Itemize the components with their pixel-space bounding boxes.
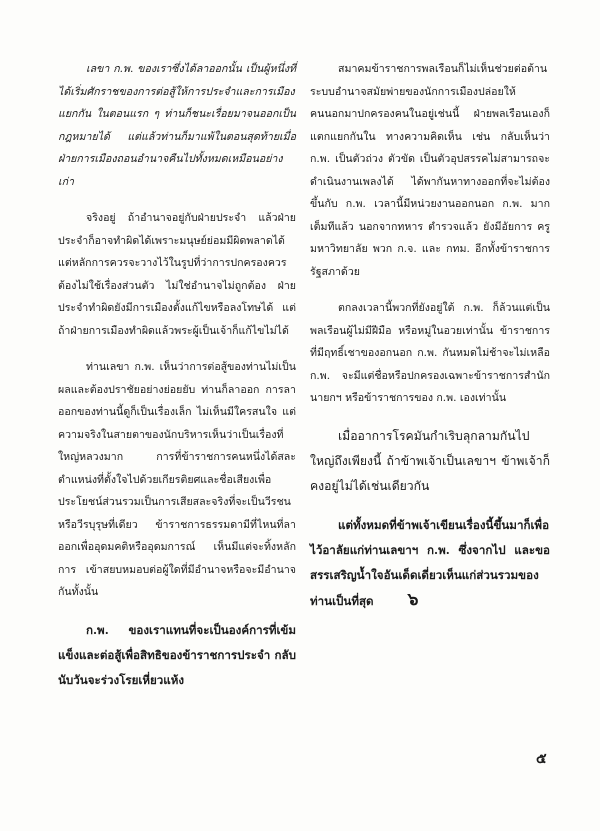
left-paragraph-4: ก.พ. ของเราแทนที่จะเป็นองค์การที่เข้มแข็งและต่อสู้เพื่อสิทธิของข้าราชการประจำ กลับนับวันจะร่วงโรยเหี่ยวแห้ง [58,622,296,687]
end-mark: ๖ [407,589,419,610]
left-column [58,58,296,707]
left-paragraph-3: ท่านเลขา ก.พ. เห็นว่าการต่อสู้ของท่านไม่เป็นผลและต้องปราชัยอย่างย่อยยับ ท่านก็ลาออก การลาออกของท่านนี้ดูก็เป็นเรื่องเล็ก ไม่เห็นมีใครสนใจ แต่ความจริงในสายตาของนักบริหารเห็นว่าเป็นเรื่องที่ใหญ่หลวงมาก การที่ข้าราชการคนหนึ่งได้สละตำแหน่งที่ตั้งใจไปด้วยเกียรติยศและชื่อเสียงเพื่อประโยชน์ส่วนรวมเป็นการเสียสละจริงที่จะเป็นวีรชนหรือวีรบุรุษที่เดียว ข้าราชการธรรมดามีที่ไหนที่ลาออกเพื่ออุดมคติหรืออุดมการณ์ เห็นมีแต่จะทิ้งหลักการ เข้าสยบหมอบต่อผู้ใดที่มีอำนาจหรือจะมีอำนาจกันทั้งนั้น [58,361,296,598]
left-paragraph-1: เลขา ก.พ. ของเราซึ่งได้ลาออกนั้น เป็นผู้หนึ่งที่ได้เริ่มศักราชของการต่อสู้ให้การประจำและการเมืองแยกกัน ในตอนแรก ๆ ท่านก็ชนะเรื่อยมาจนออกเป็นกฎหมายได้ แต่แล้วท่านก็มาแพ้ในตอนสุดท้ายเมื่อฝ่ายการเมืองถอนอำนาจคืนไปทั้งหมดเหมือนอย่างเก่า [58,63,296,188]
page-number: ๕ [536,751,547,767]
right-column [310,58,550,628]
right-paragraph-4 [310,513,550,614]
right-paragraph-3: เมื่ออาการโรคมันกำเริบลุกลามกันไปใหญ่ถึงเพียงนี้ ถ้าข้าพเจ้าเป็นเลขาฯ ข้าพเจ้าก็คงอยู่ไม่ได้เช่นเดียวกัน [310,428,550,493]
closing-text: แต่ทั้งหมดที่ข้าพเจ้าเขียนเรื่องนี้ขึ้นมาก็เพื่อไว้อาลัยแก่ท่านเลขาฯ ก.พ. ซึ่งจากไป และขอสรรเสริญน้ำใจอันเด็ดเดี่ยวเห็นแก่ส่วนรวมของท่านเป็นที่สุด [310,517,550,608]
right-paragraph-2: ตกลงเวลานี้พวกที่ยังอยู่ใต้ ก.พ. ก็ล้วนแต่เป็นพลเรือนผู้ไม่มีฝีมือ หรือหมู่ในอวยเท่านั้น ข้าราชการที่มีฤทธิ์เชาของอกนอก ก.พ. กันหมดไม่ช้าจะไม่เหลือ ก.พ. จะมีแต่ชื่อหรือปกครองเฉพาะข้าราชการสำนักนายกฯ หรือข้าราชการของ ก.พ. เองเท่านั้น [310,302,550,404]
left-paragraph-2: จริงอยู่ ถ้าอำนาจอยู่กับฝ่ายประจำ แล้วฝ่ายประจำก็อาจทำผิดได้เพราะมนุษย์ย่อมมีผิดพลาดได้ แต่หลักการควรจะวางไว้ในรูปที่ว่าการปกครองควรต้องไม่ใช้เรื่องส่วนตัว ไม่ใช่อำนาจไม่ถูกต้อง ฝ่ายประจำทำผิดยังมีการเมืองตั้งแก้ไขหรือลงโทษได้ แต่ถ้าฝ่ายการเมืองทำผิดแล้วพระผู้เป็นเจ้าก็แก้ไขไม่ได้ [58,212,296,337]
right-paragraph-1: สมาคมข้าราชการพลเรือนก็ไม่เห็นช่วยต่อต้านระบบอำนาจสมัยพ่ายของนักการเมืองปล่อยให้คนนอกมาปกครองคนในอยู่เช่นนี้ ฝ่ายพลเรือนเองก็แตกแยกกันใน ทางความคิดเห็น เช่น กลับเห็นว่า ก.พ. เป็นตัวถ่วง ตัวขัด เป็นตัวอุปสรรคไม่สามารถจะดำเนินงานเพลงได้ ได้พากันหาทางออกที่จะไม่ต้องขึ้นกับ ก.พ. เวลานี้มีหน่วยงานออกนอก ก.พ. มากเต็มทีแล้ว นอกจากทหาร ตำรวจแล้ว ยังมีอัยการ ครู มหาวิทยาลัย พวก ก.จ. และ กทม. อีกทั้งข้าราชการรัฐสภาด้วย [310,63,550,278]
